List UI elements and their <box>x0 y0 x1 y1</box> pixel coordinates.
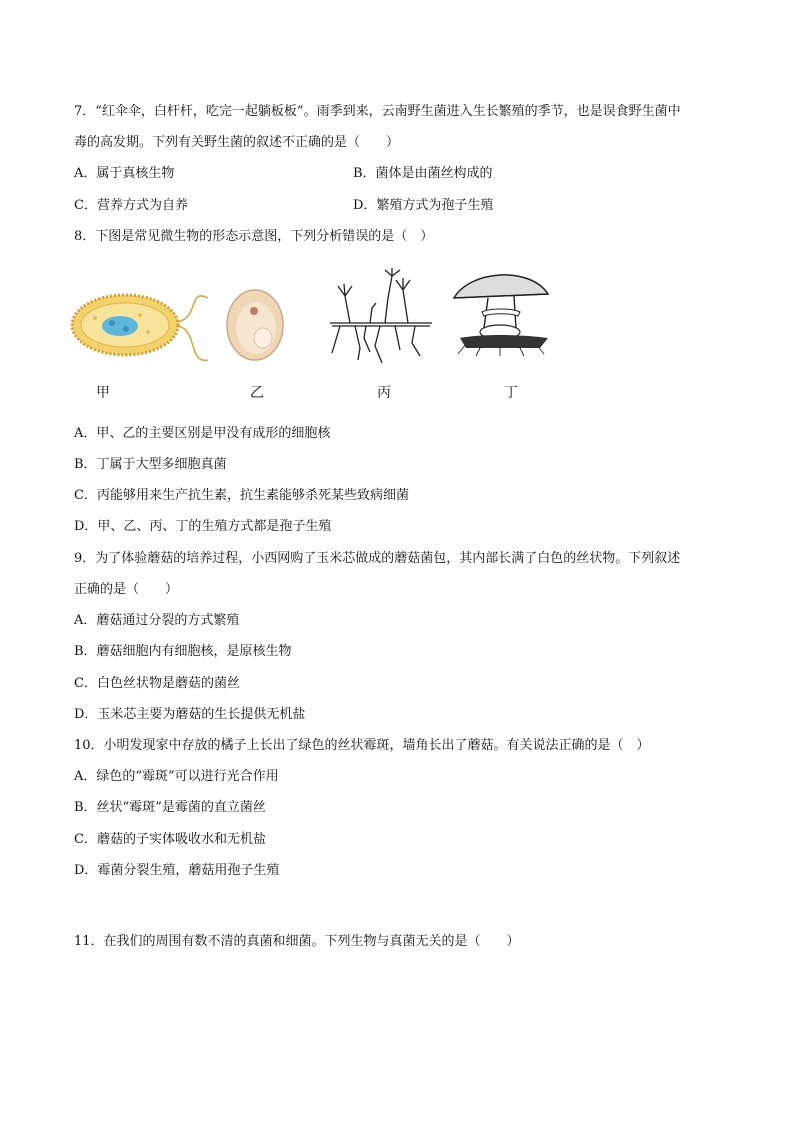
q7-stem-line1: 7．“红伞伞，白杆杆，吃完一起躺板板”。雨季到来，云南野生菌进入生长繁殖的季节，也是误食野生菌中 <box>74 104 681 119</box>
q10-option-c: C．蘑菇的子实体吸收水和无机盐 <box>74 832 266 847</box>
microbe-figure <box>70 268 570 408</box>
figure-label-yi: 乙 <box>250 385 264 401</box>
q9-option-d: D．玉米芯主要为蘑菇的生长提供无机盐 <box>74 707 306 722</box>
q10-option-d: D．霉菌分裂生殖，蘑菇用孢子生殖 <box>74 863 280 878</box>
mushroom-illustration <box>454 275 548 356</box>
microbe-illustrations <box>70 268 570 380</box>
figure-label-ding: 丁 <box>504 385 518 401</box>
q8-option-a: A．甲、乙的主要区别是甲没有成形的细胞核 <box>74 426 331 441</box>
figure-label-bing: 丙 <box>377 385 391 401</box>
penicillium-illustration <box>330 268 432 363</box>
bacterium-illustration <box>72 295 208 360</box>
q8-option-c: C．丙能够用来生产抗生素，抗生素能够杀死某些致病细菌 <box>74 488 409 503</box>
q9-option-c: C．白色丝状物是蘑菇的菌丝 <box>74 676 240 691</box>
q10-option-b: B．丝状“霉斑”是霉菌的直立菌丝 <box>74 800 266 815</box>
q9-stem-line2: 正确的是（ ） <box>74 582 179 597</box>
q10-stem: 10．小明发现家中存放的橘子上长出了绿色的丝状霉斑，墙角长出了蘑菇。有关说法正确的是（ ） <box>74 738 650 753</box>
yeast-illustration <box>227 290 283 360</box>
q11-stem: 11．在我们的周围有数不清的真菌和细菌。下列生物与真菌无关的是（ ） <box>74 934 520 949</box>
q9-option-a: A．蘑菇通过分裂的方式繁殖 <box>74 613 240 628</box>
q8-option-d: D．甲、乙、丙、丁的生殖方式都是孢子生殖 <box>74 519 332 534</box>
q7-option-b: B．菌体是由菌丝构成的 <box>353 166 493 181</box>
q9-stem-line1: 9．为了体验蘑菇的培养过程，小西网购了玉米芯做成的蘑菇菌包，其内部长满了白色的丝状物。下列叙述 <box>74 551 681 566</box>
q9-option-b: B．蘑菇细胞内有细胞核，是原核生物 <box>74 644 292 659</box>
q7-option-d: D．繁殖方式为孢子生殖 <box>353 198 494 213</box>
q7-option-c: C．营养方式为自养 <box>74 198 188 213</box>
q8-option-b: B．丁属于大型多细胞真菌 <box>74 457 227 472</box>
q10-option-a: A．绿色的“霉斑”可以进行光合作用 <box>74 769 279 784</box>
figure-label-jia: 甲 <box>96 385 110 401</box>
q8-stem: 8．下图是常见微生物的形态示意图，下列分析错误的是（ ） <box>74 229 434 244</box>
q7-stem-line2: 毒的高发期。下列有关野生菌的叙述不正确的是（ ） <box>74 135 400 150</box>
q7-option-a: A．属于真核生物 <box>74 166 175 181</box>
